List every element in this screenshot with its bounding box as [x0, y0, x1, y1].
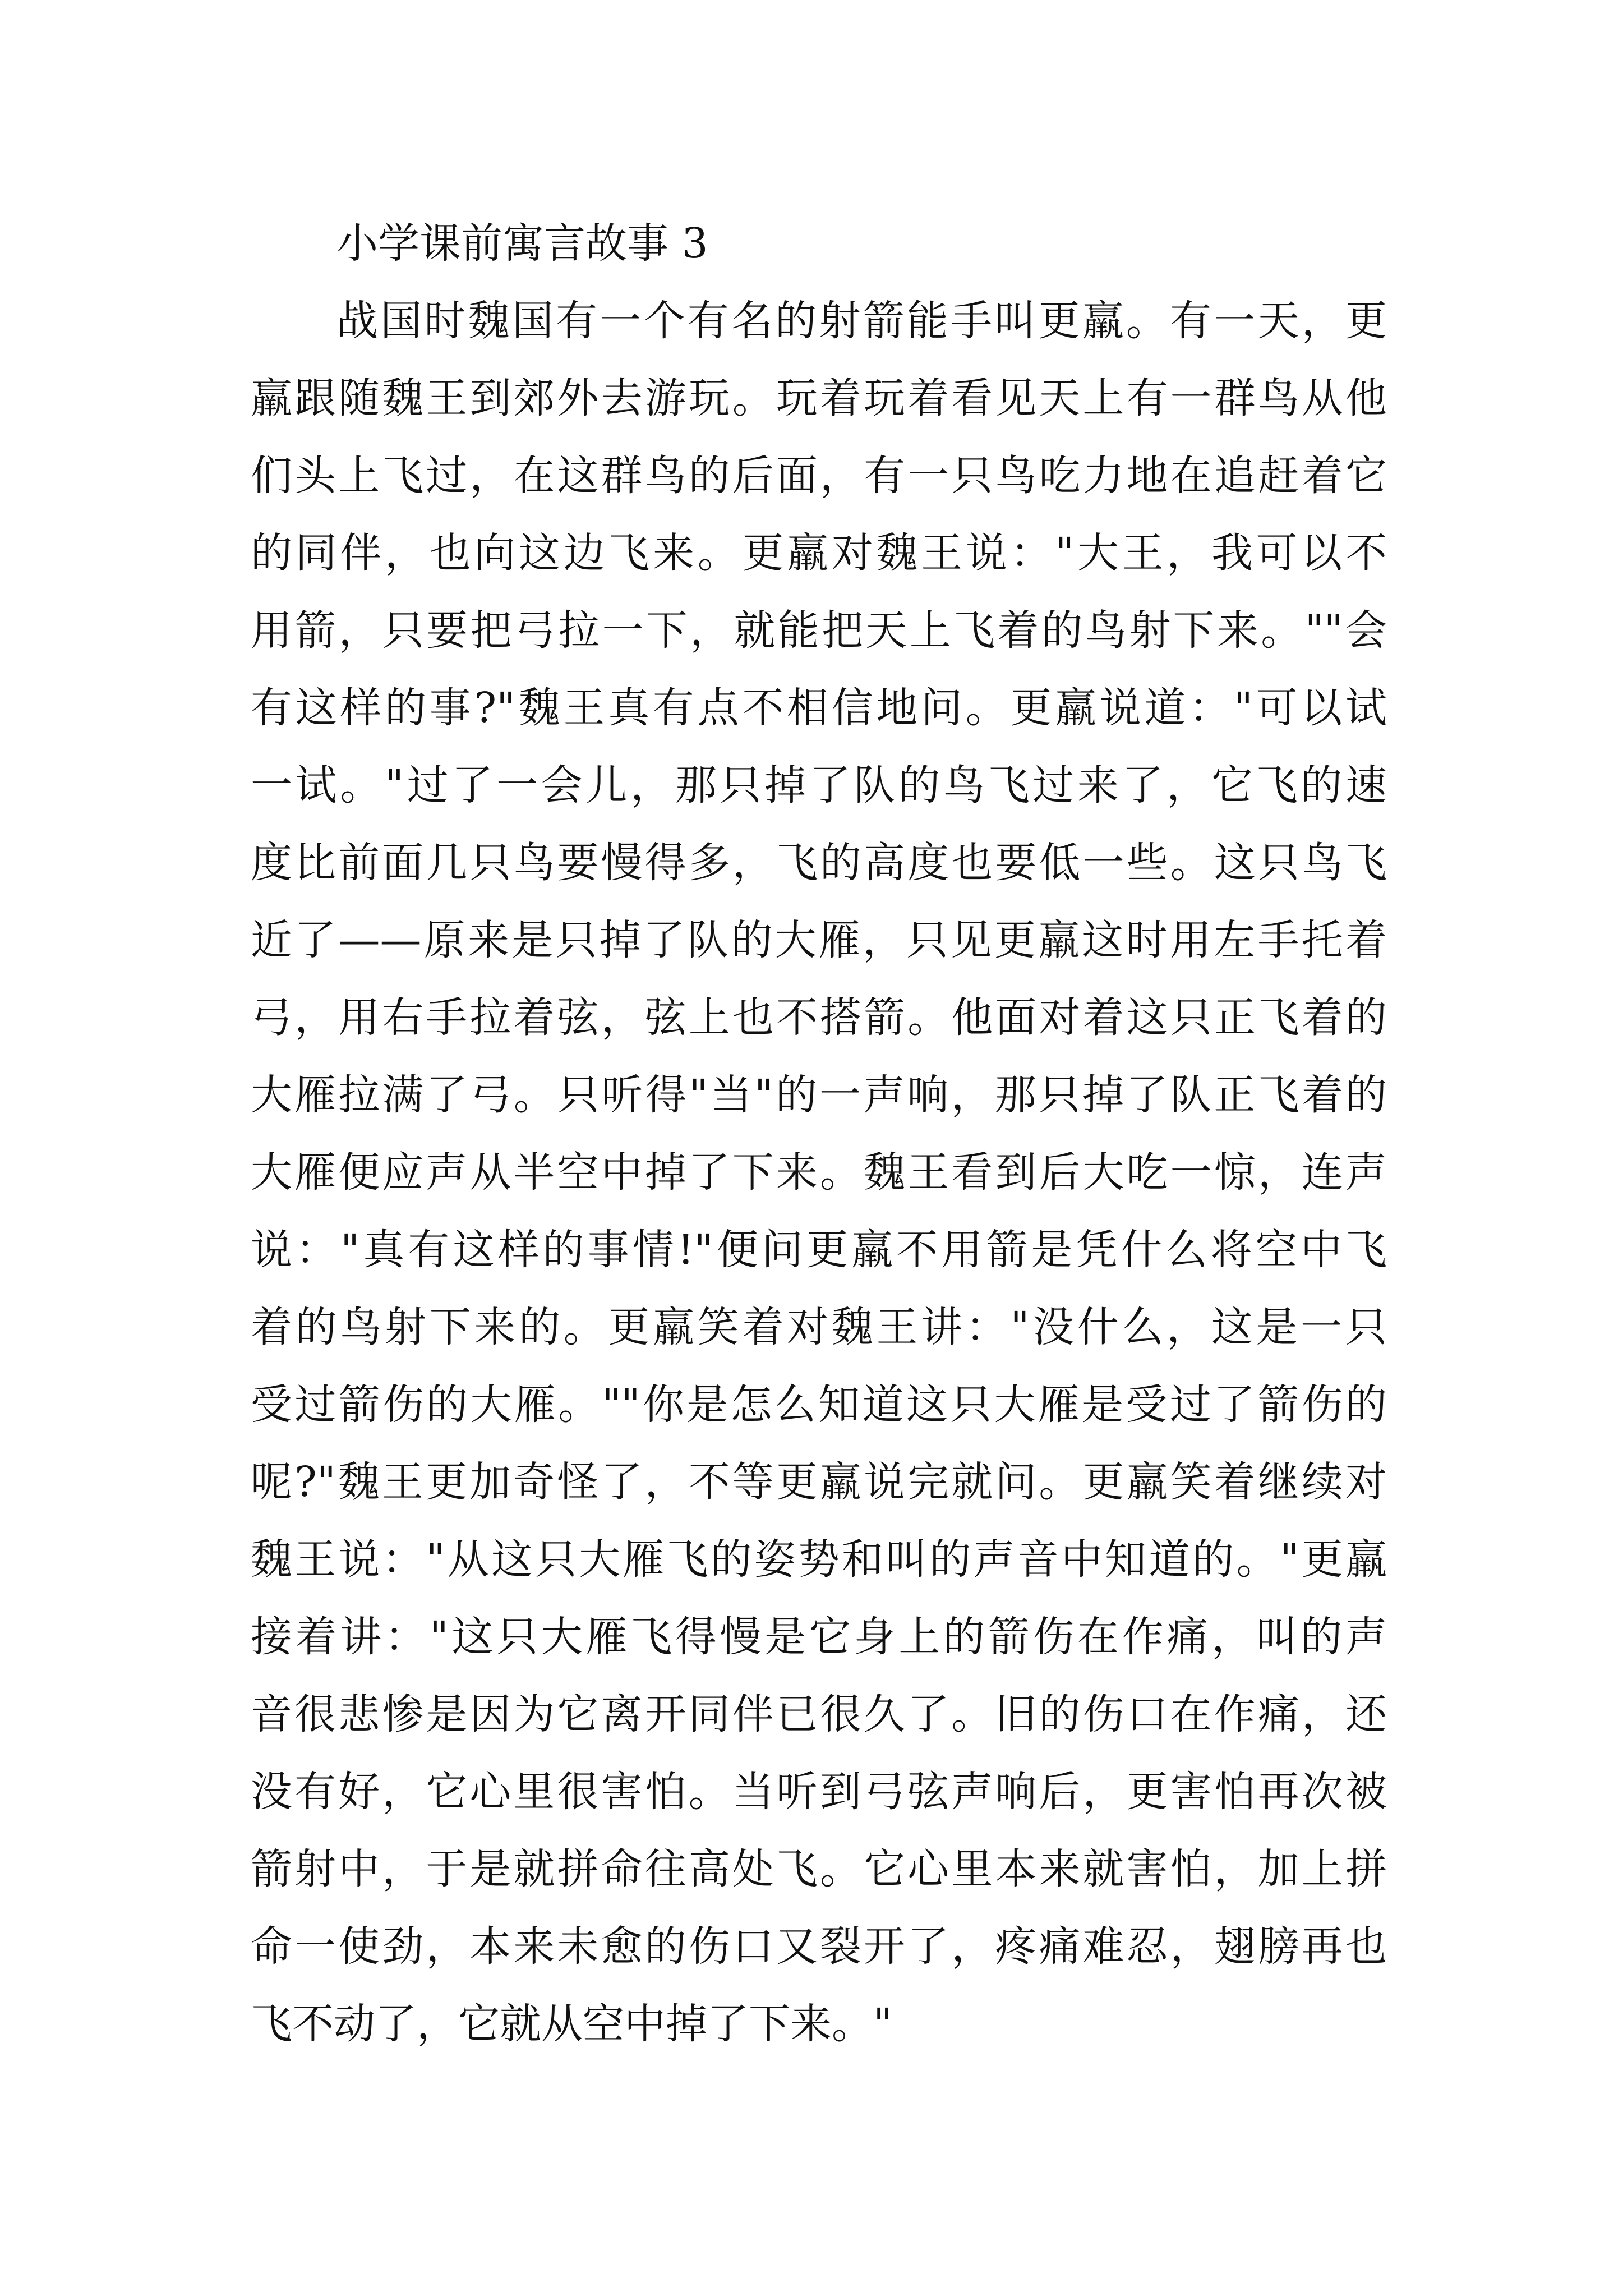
paragraph-line: 的同伴，也向这边飞来。更羸对魏王说："大王，我可以不: [251, 529, 1387, 577]
paragraph-line: 弓，用右手拉着弦，弦上也不搭箭。他面对着这只正飞着的: [251, 993, 1387, 1042]
paragraph-line: 说："真有这样的事情!"便问更羸不用箭是凭什么将空中飞: [251, 1226, 1387, 1274]
paragraph-line: 箭射中，于是就拼命往高处飞。它心里本来就害怕，加上拼: [251, 1845, 1387, 1893]
paragraph-line: 一试。"过了一会儿，那只掉了队的鸟飞过来了，它飞的速: [251, 761, 1387, 809]
paragraph-line: 们头上飞过，在这群鸟的后面，有一只鸟吃力地在追赶着它: [251, 452, 1387, 500]
paragraph-line: 近了——原来是只掉了队的大雁，只见更羸这时用左手托着: [251, 916, 1387, 964]
paragraph-line: 受过箭伤的大雁。""你是怎么知道这只大雁是受过了箭伤的: [251, 1381, 1387, 1429]
paragraph-line: 大雁便应声从半空中掉了下来。魏王看到后大吃一惊，连声: [251, 1148, 1387, 1197]
paragraph-line: 命一使劲，本来未愈的伤口又裂开了，疼痛难忍，翅膀再也: [251, 1922, 1387, 1971]
paragraph-line: 有这样的事?"魏王真有点不相信地问。更羸说道："可以试: [251, 684, 1387, 732]
document-body: [251, 205, 1387, 2063]
paragraph-line: 飞不动了，它就从空中掉了下来。": [251, 2000, 893, 2048]
paragraph-line: 呢?"魏王更加奇怪了，不等更羸说完就问。更羸笑着继续对: [251, 1458, 1387, 1506]
document-title: 小学课前寓言故事 3: [336, 219, 708, 268]
paragraph-line: 大雁拉满了弓。只听得"当"的一声响，那只掉了队正飞着的: [251, 1071, 1387, 1119]
paragraph-line: 用箭，只要把弓拉一下，就能把天上飞着的鸟射下来。""会: [251, 606, 1387, 655]
paragraph-line: 音很悲惨是因为它离开同伴已很久了。旧的伤口在作痛，还: [251, 1690, 1387, 1738]
paragraph-line: 没有好，它心里很害怕。当听到弓弦声响后，更害怕再次被: [251, 1768, 1387, 1816]
paragraph-line: 战国时魏国有一个有名的射箭能手叫更羸。有一天，更: [336, 297, 1387, 345]
paragraph-line: 度比前面几只鸟要慢得多，飞的高度也要低一些。这只鸟飞: [251, 839, 1387, 887]
paragraph-line: 接着讲："这只大雁飞得慢是它身上的箭伤在作痛，叫的声: [251, 1613, 1387, 1661]
paragraph-line: 着的鸟射下来的。更羸笑着对魏王讲："没什么，这是一只: [251, 1303, 1387, 1351]
paragraph-line: 羸跟随魏王到郊外去游玩。玩着玩着看见天上有一群鸟从他: [251, 374, 1387, 422]
paragraph-line: 魏王说："从这只大雁飞的姿势和叫的声音中知道的。"更羸: [251, 1535, 1387, 1584]
